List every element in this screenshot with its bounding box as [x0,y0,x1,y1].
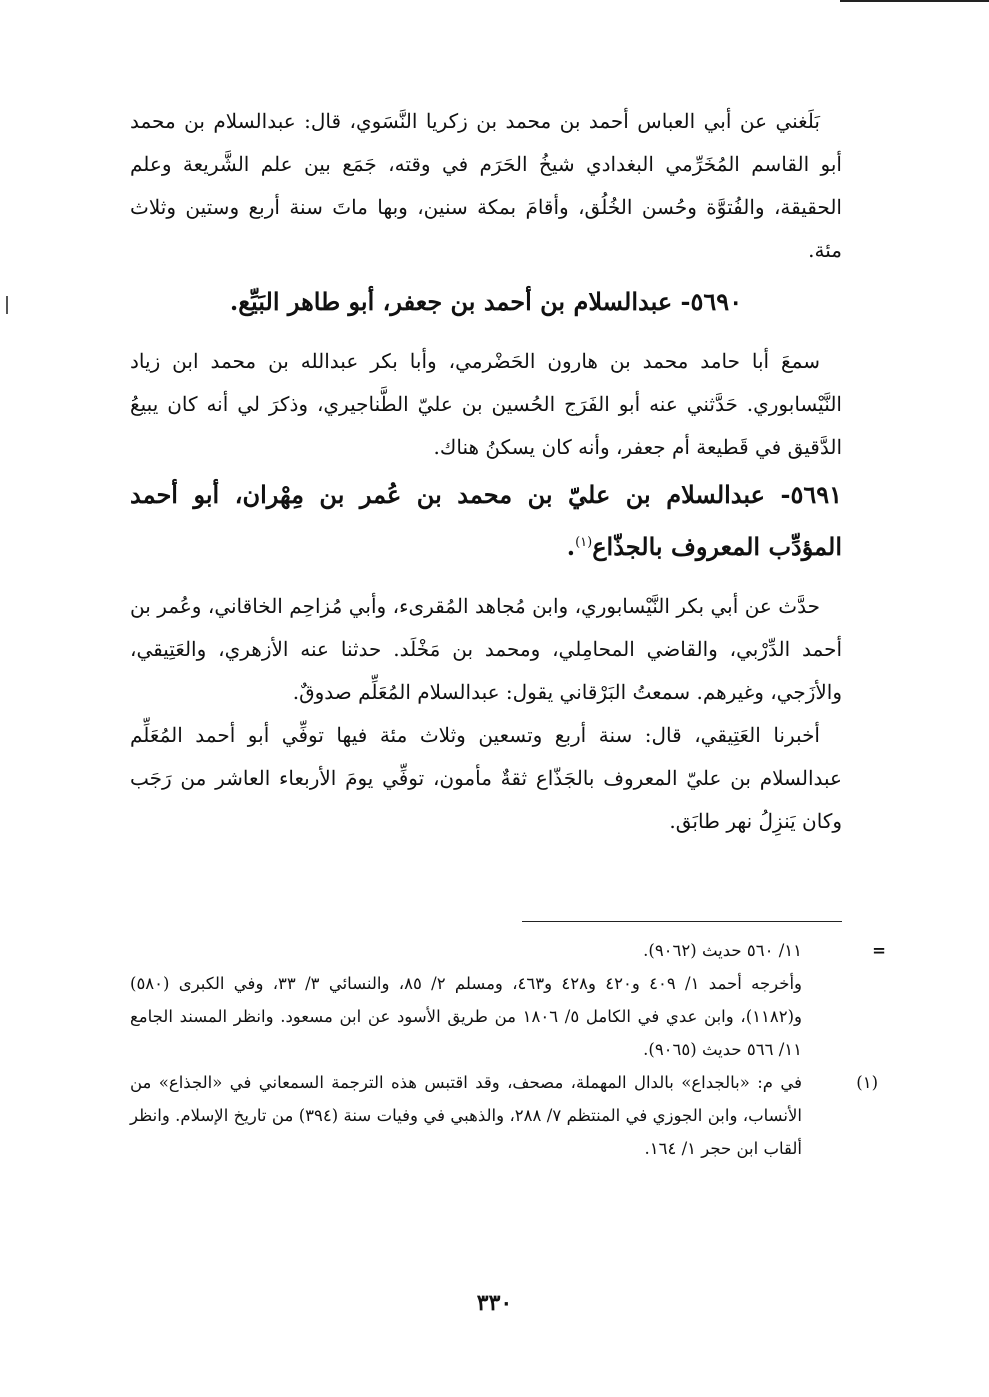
paragraph-3-text: حدَّث عن أبي بكر النَّيْسابوري، وابن مُجاهد المُقرىء، وأبي مُزاحِم الخاقاني، وعُمر بن أحمد الدِّرْبي، والقاضي المحامِلي، ومحمد بن مَخْلَد. حدثنا عنه الأزهري، والعَتِيقي، والأزَجي، وغيرهم. سمعتُ البَرْقاني يقول: عبدالسلام المُعَلِّم صدوقٌ. [130,594,842,704]
footnote-continuation [130,934,886,967]
entry-heading-5690: ٥٦٩٠- عبدالسلام بن أحمد بن جعفر، أبو طاهر البَيِّع. [229,287,743,316]
paragraph-1-text: بَلَغني عن أبي العباس أحمد بن محمد بن زكريا النَّسَوي، قال: عبدالسلام بن محمد أبو القاسم المُخَرِّمي البغدادي شيخُ الحَرَم في وقته، جَمَع بين علم الشَّريعة وعلم الحقيقة، والفُتوَّة وحُسن الخُلُق، وأقامَ بمكة سنين، وبها ماتَ سنة أربع وستين وثلاث مئة. [130,109,842,262]
scan-artifact-mark [6,296,8,314]
page-number: ٣٣٠ [476,1290,513,1316]
footnote-1 [130,1066,878,1165]
page-body [130,100,842,843]
paragraph-1 [130,100,842,272]
continuation-line-1: ١١/ ٥٦٠ حديث (٩٠٦٢). [643,941,802,960]
entry-heading-5691-text: ٥٦٩١- عبدالسلام بن عليّ بن محمد بن عُمر بن مِهْران، أبو أحمد المؤدِّب المعروف بالجذّاع [130,480,842,561]
footnote-separator [522,921,842,922]
paragraph-4-text: أخبرنا العَتِيقي، قال: سنة أربع وتسعين وثلاث مئة فيها توفِّي أبو أحمد المُعَلِّم عبدالسلام بن عليّ المعروف بالجَذّاع ثقةٌ مأمون، توفِّي يومَ الأربعاء العاشر من رَجَب وكان يَنزِلُ نهر طابَق. [130,723,842,833]
paragraph-2 [130,340,842,469]
footnote-1-marker: (١) [856,1073,878,1092]
paragraph-3 [130,585,842,714]
footnote-reference-1[interactable]: (١) [575,535,593,550]
footnote-1-text: في م: «بالجداع» بالدال المهملة، مصحف، وقد اقتبس هذه الترجمة السمعاني في «الجذاع» من الأنساب، وابن الجوزي في المنتظم ٧/ ٢٨٨، والذهبي في وفيات سنة (٣٩٤) من تاريخ الإسلام. وانظر ألقاب ابن حجر ١/ ١٦٤. [130,1073,802,1158]
footnotes-section [130,934,886,1165]
entry-heading-5691-end: . [566,532,576,561]
paragraph-4 [130,714,842,843]
paragraph-2-text: سمعَ أبا حامد محمد بن هارون الحَضْرمي، وأبا بكر عبدالله بن محمد ابن زياد النَّيْسابوري. حَدَّثني عنه أبو الفَرَج الحُسين بن عليّ الطَّناجيري، وذكرَ لي أنه كان يبيعُ الدَّقيق في قَطيعة أم جعفر، وأنه كان يسكنُ هناك. [130,349,842,459]
continuation-marker: = [872,941,886,960]
top-border-rule [840,0,989,2]
continuation-line-2: وأخرجه أحمد ١/ ٤٠٩ و٤٢٠ و٤٢٨ و٤٦٣، ومسلم ٢/ ٨٥، والنسائي ٣/ ٣٣، وفي الكبرى (٥٨٠) و(١١٨٢)، وابن عدي في الكامل ٥/ ١٨٠٦ من طريق الأسود عن ابن مسعود. وانظر المسند الجامع ١١/ ٥٦٦ حديث (٩٠٦٥). [130,974,802,1059]
entry-heading-5691 [130,471,842,571]
